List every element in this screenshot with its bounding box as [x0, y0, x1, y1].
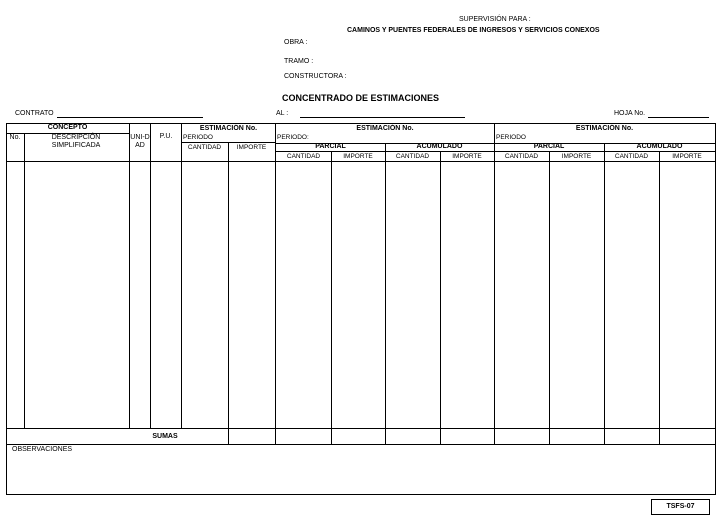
cantidad-2b: CANTIDAD [395, 152, 430, 160]
al-label: AL : [276, 110, 289, 117]
parcial-3-header: PARCIAL [533, 143, 565, 150]
acumulado-2-header: ACUMULADO [416, 143, 463, 150]
supervision-label: SUPERVISIÓN PARA : [459, 16, 531, 23]
importe-1: IMPORTE [236, 143, 267, 151]
form-code: TSFS-07 [651, 499, 710, 515]
contrato-label: CONTRATO [15, 110, 54, 117]
cantidad-2a: CANTIDAD [286, 152, 321, 160]
cantidad-3b: CANTIDAD [614, 152, 649, 160]
constructora-label: CONSTRUCTORA : [284, 73, 347, 80]
importe-3a: IMPORTE [561, 152, 592, 160]
concepto-header: CONCEPTO [47, 124, 88, 131]
estimacion-1-header: ESTIMACIÓN No. [199, 124, 258, 132]
pu-header: P.U. [159, 133, 173, 140]
unidad-header: UNI-DAD [130, 134, 150, 149]
periodo-1-label: PERIODO [183, 134, 213, 141]
periodo-2-label: PERIODO: [277, 134, 309, 141]
no-header: No. [9, 134, 21, 141]
cantidad-3a: CANTIDAD [504, 152, 539, 160]
entity-name: CAMINOS Y PUENTES FEDERALES DE INGRESOS Y SERVICIOS CONEXOS [347, 27, 600, 34]
cantidad-1: CANTIDAD [187, 143, 222, 151]
parcial-2-header: PARCIAL [315, 143, 346, 150]
form-title: CONCENTRADO DE ESTIMACIONES [282, 93, 440, 103]
importe-2b: IMPORTE [452, 152, 482, 160]
importe-2a: IMPORTE [343, 152, 373, 160]
descripcion-header: DESCRIPCIÓN SIMPLIFICADA [51, 134, 101, 149]
estimacion-2-header: ESTIMACIÓN No. [356, 124, 414, 132]
observaciones-label: OBSERVACIONES [12, 446, 73, 453]
periodo-3-label: PERIODO [496, 134, 526, 141]
tramo-label: TRAMO : [284, 58, 314, 65]
sumas-label: SUMAS [152, 432, 178, 440]
importe-3b: IMPORTE [672, 152, 702, 160]
hoja-label: HOJA No. [614, 110, 646, 117]
acumulado-3-header: ACUMULADO [636, 143, 683, 150]
estimacion-3-header: ESTIMACIÓN No. [575, 124, 634, 132]
al-field[interactable] [300, 117, 465, 118]
contrato-field[interactable] [57, 117, 203, 118]
obra-label: OBRA : [284, 39, 308, 46]
hoja-field[interactable] [648, 117, 709, 118]
